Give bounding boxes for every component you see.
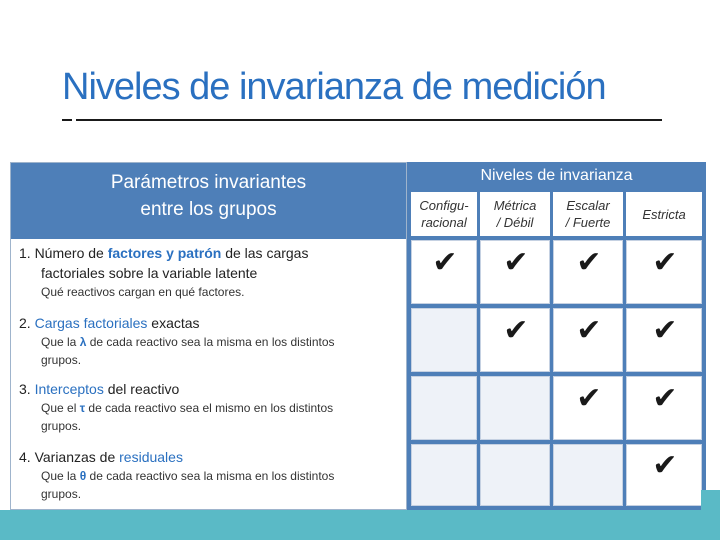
param-2-rest: exactas <box>147 315 200 331</box>
param-2-num: 2. <box>19 315 35 331</box>
param-row-2 <box>11 313 406 369</box>
cell-row3-configuracional <box>411 376 477 440</box>
cell-row1-escalar <box>553 240 623 304</box>
param-2-title <box>19 313 406 333</box>
col-head-1-line2: racional <box>421 215 467 230</box>
cell-row4-metrica <box>480 444 550 506</box>
param-4-title <box>19 447 406 467</box>
param-1-rest: de las cargas <box>221 245 309 261</box>
param-1-title <box>19 243 406 263</box>
param-3-title <box>19 379 406 399</box>
check-icon: ✔ <box>503 313 529 348</box>
param-4-num: 4. Varianzas de <box>19 449 120 465</box>
col-head-3-line1: Escalar <box>566 198 610 213</box>
check-icon: ✔ <box>652 448 678 483</box>
footer-tab <box>701 490 720 512</box>
check-icon: ✔ <box>576 381 602 416</box>
cell-row3-metrica <box>480 376 550 440</box>
param-2-description <box>19 333 406 351</box>
param-4-desc-a: Que la <box>41 469 80 483</box>
param-3-highlight: Interceptos <box>34 381 104 397</box>
lambda-symbol: λ <box>79 335 87 349</box>
check-icon: ✔ <box>652 381 678 416</box>
cell-row4-estricta <box>626 444 702 506</box>
parameters-header-line1: Parámetros invariantes <box>110 172 307 193</box>
cell-row1-estricta <box>626 240 702 304</box>
param-4-highlight: residuales <box>119 449 183 465</box>
param-4-description <box>19 467 406 485</box>
col-head-4-line1: Estricta <box>642 206 686 222</box>
check-icon: ✔ <box>503 245 529 280</box>
title-underline <box>76 119 662 121</box>
footer-bar <box>0 510 720 540</box>
cell-row2-escalar <box>553 308 623 372</box>
param-3-desc-a: Que el <box>41 401 80 415</box>
col-head-1-line1: Configu- <box>419 198 469 213</box>
param-row-3 <box>11 379 406 435</box>
page-title: Niveles de invarianza de medición <box>62 66 606 108</box>
title-underline-short <box>62 119 72 121</box>
cell-row4-escalar <box>553 444 623 506</box>
cell-row2-configuracional <box>411 308 477 372</box>
col-head-metrica <box>480 192 550 236</box>
check-icon: ✔ <box>576 313 602 348</box>
tau-symbol: τ <box>79 401 86 415</box>
parameters-header <box>11 163 406 239</box>
col-head-configuracional <box>411 192 477 236</box>
cell-row1-metrica <box>480 240 550 304</box>
param-1-continuation: factoriales sobre la variable latente <box>41 265 258 281</box>
param-row-1 <box>11 243 406 301</box>
cell-row2-estricta <box>626 308 702 372</box>
col-head-3-line2: / Fuerte <box>565 215 611 230</box>
cell-row3-estricta <box>626 376 702 440</box>
check-icon: ✔ <box>432 245 458 280</box>
parameters-header-line2: entre los grupos <box>140 199 277 220</box>
col-head-2-line2: / Débil <box>496 215 534 230</box>
param-2-desc-b: de cada reactivo sea la misma en los distintos <box>86 335 335 349</box>
param-3-description-end: grupos. <box>41 419 82 433</box>
levels-panel <box>407 162 706 510</box>
levels-header: Niveles de invarianza <box>480 167 633 184</box>
col-head-estricta <box>626 192 702 236</box>
check-icon: ✔ <box>576 245 602 280</box>
param-3-rest: del reactivo <box>103 381 180 397</box>
param-1-num: 1. Número de <box>19 245 108 261</box>
cell-row1-configuracional <box>411 240 477 304</box>
cell-row3-escalar <box>553 376 623 440</box>
param-1-description: Qué reactivos cargan en qué factores. <box>41 285 245 299</box>
param-row-4 <box>11 447 406 503</box>
param-3-desc-b: de cada reactivo sea el mismo en los distintos <box>85 401 334 415</box>
param-3-num: 3. <box>19 381 35 397</box>
cell-row2-metrica <box>480 308 550 372</box>
col-head-escalar <box>553 192 623 236</box>
param-2-highlight: Cargas factoriales <box>34 315 148 331</box>
cell-row4-configuracional <box>411 444 477 506</box>
parameters-panel <box>10 162 407 510</box>
param-1-highlight: factores y patrón <box>107 245 222 261</box>
param-2-description-end: grupos. <box>41 353 82 367</box>
col-head-2-line1: Métrica <box>493 198 537 213</box>
param-3-description <box>19 399 406 417</box>
param-2-desc-a: Que la <box>41 335 80 349</box>
param-4-description-end: grupos. <box>41 487 82 501</box>
param-4-desc-b: de cada reactivo sea la misma en los distintos <box>86 469 335 483</box>
check-icon: ✔ <box>652 245 678 280</box>
check-icon: ✔ <box>652 313 678 348</box>
theta-symbol: θ <box>79 469 87 483</box>
